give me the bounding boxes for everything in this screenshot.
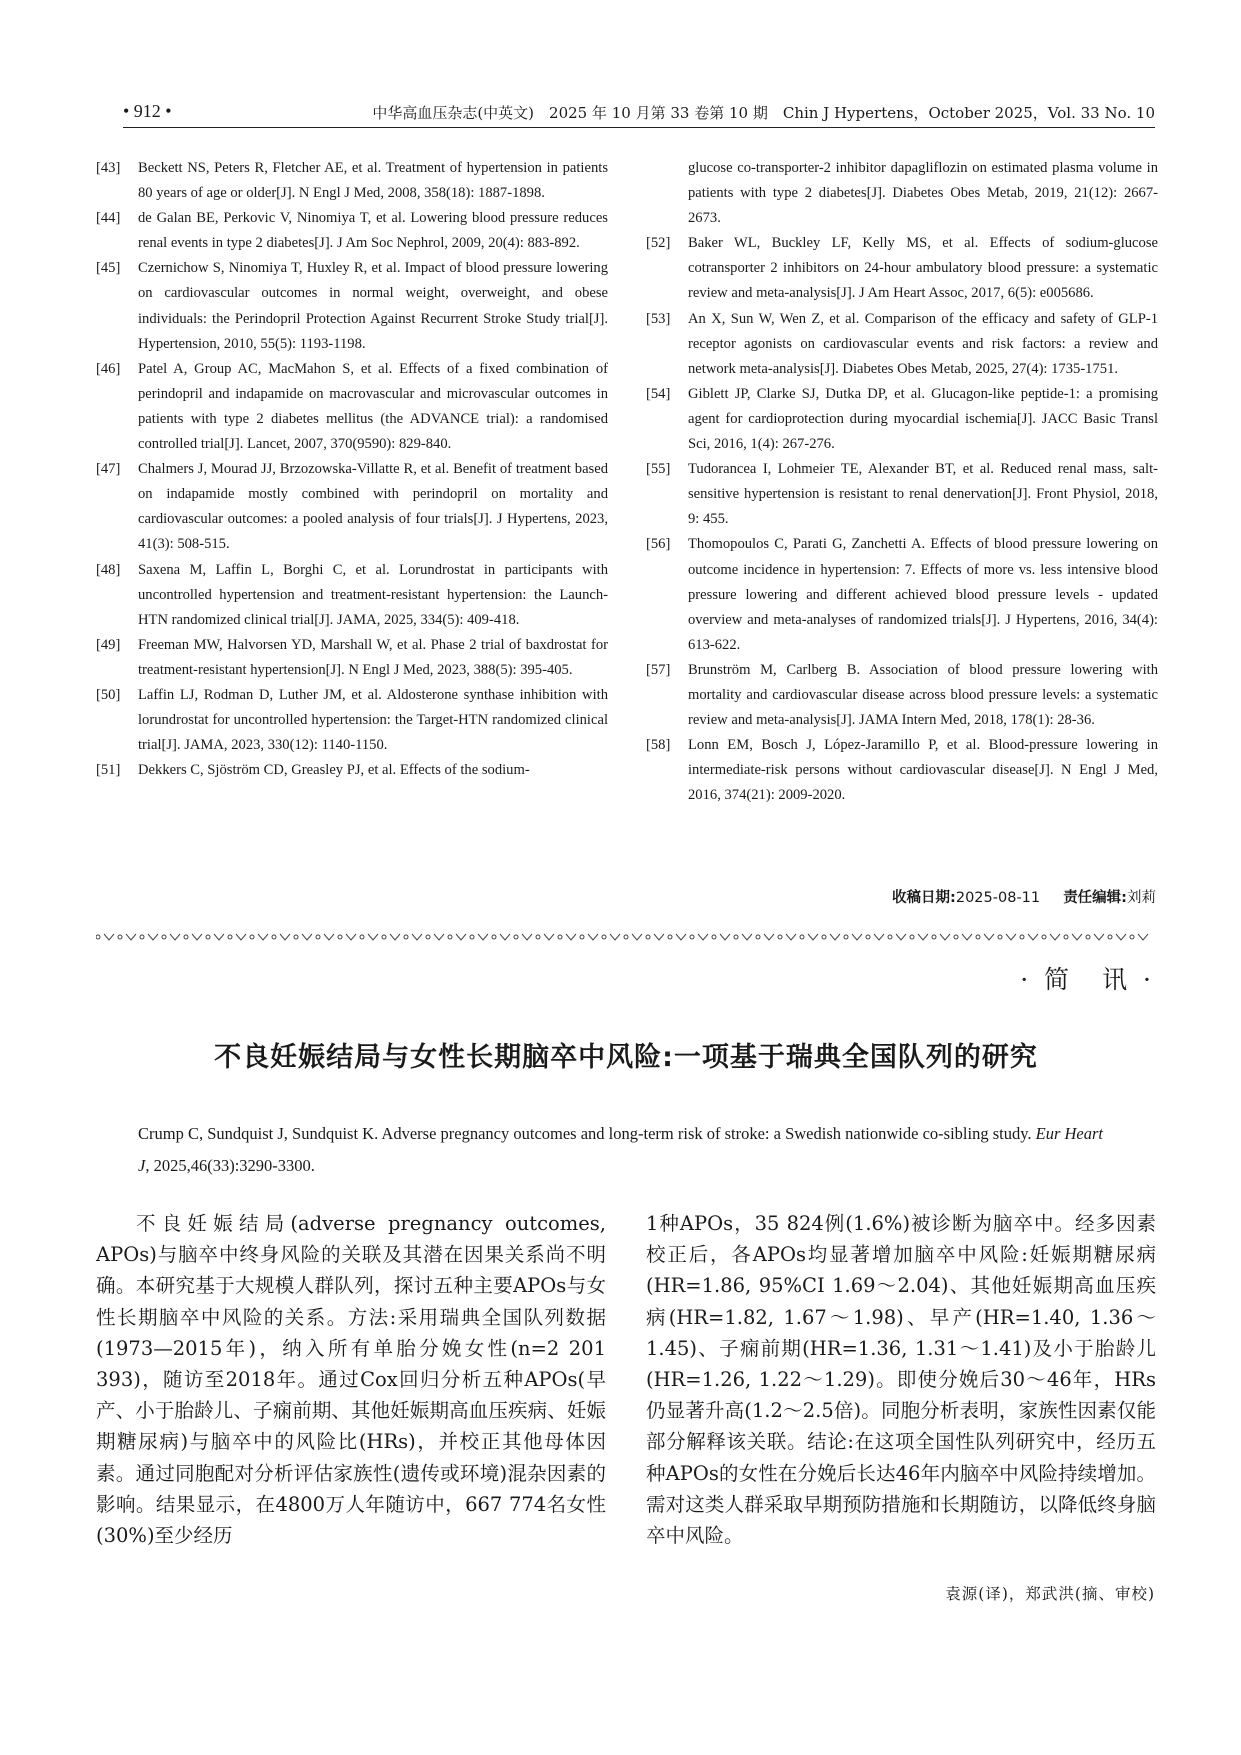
ornament-mark bbox=[610, 934, 620, 940]
ornament-dot bbox=[866, 935, 870, 939]
ornament-mark bbox=[588, 934, 598, 940]
ornament-dot bbox=[184, 935, 188, 939]
reference-item bbox=[646, 156, 1158, 231]
translator-credit: 袁源(译)，郑武洪(摘、审校) bbox=[945, 1585, 1155, 1603]
reference-item bbox=[646, 307, 1158, 382]
reference-text: Dekkers C, Sjöström CD, Greasley PJ, et al. Effects of the sodium- bbox=[138, 762, 530, 779]
ornament-mark bbox=[1006, 934, 1016, 940]
ornament-dot bbox=[1064, 935, 1068, 939]
ornament-dot bbox=[404, 935, 408, 939]
citation-journal: Eur Heart J bbox=[138, 1124, 1104, 1175]
ornament-dot bbox=[382, 935, 386, 939]
ornament-dot bbox=[756, 935, 760, 939]
ornament-mark bbox=[104, 934, 114, 940]
reference-item bbox=[96, 683, 608, 758]
reference-number: [46] bbox=[96, 360, 121, 377]
ornament-mark bbox=[368, 934, 378, 940]
ornament-mark bbox=[742, 934, 752, 940]
running-header bbox=[123, 101, 1155, 128]
body-column-left: 不良妊娠结局(adverse pregnancy outcomes, APOs)与脑卒中终身风险的关联及其潜在因果关系尚不明确。本研究基于大规模人群队列，探讨五种主要APOs与女性长期脑卒中风险的关系。方法:采用瑞典全国队列数据(1973—2015年)，纳入所有单胎分娩女性(n=2 201 393)，随访至2018年。通过Cox回归分析五种APOs(早产、小于胎龄儿、子痫前期、其他妊娠期高血压疾病、妊娠期糖尿病)与脑卒中的风险比(HRs)，并校正其他母体因素。通过同胞配对分析评估家族性(遗传或环境)混杂因素的影响。结果显示，在4800万人年随访中，667 774名女性(30%)至少经历 bbox=[96, 1212, 606, 1548]
reference-text: Czernichow S, Ninomiya T, Huxley R, et al. Impact of blood pressure lowering on cardiovascular outcomes in normal weight, overweight, and obese individuals: the Perindopril Protection Against Recurrent Stroke Study trial[J]. Hypertension, 2010, 55(5): 1193-1198. bbox=[138, 260, 608, 352]
reference-number: [49] bbox=[96, 636, 121, 653]
ornament-mark bbox=[214, 934, 224, 940]
ornament-dot bbox=[602, 935, 606, 939]
ornament-dot bbox=[162, 935, 166, 939]
ornament-dot bbox=[668, 935, 672, 939]
reference-text: Chalmers J, Mourad JJ, Brzozowska-Villatte R, et al. Benefit of treatment based on indapamide mostly combined with perindopril on mortality and cardiovascular outcomes: a pooled analysis of four trials[J]. J Hypertens, 2023, 41(3): 508-515. bbox=[138, 461, 608, 553]
reference-number: [47] bbox=[96, 461, 121, 478]
citation-authors: Crump C, Sundquist J, Sundquist K. Adverse pregnancy outcomes and long-term risk of stroke: a Swedish nationwide co-sibling study. bbox=[138, 1124, 1032, 1143]
ornament-mark bbox=[126, 934, 136, 940]
ornament-dot bbox=[778, 935, 782, 939]
ornament-dot bbox=[1086, 935, 1090, 939]
reference-item bbox=[646, 231, 1158, 306]
reference-number: [54] bbox=[646, 385, 671, 402]
reference-item bbox=[96, 256, 608, 356]
ornament-dot bbox=[888, 935, 892, 939]
ornament-mark bbox=[1072, 934, 1082, 940]
received-info bbox=[846, 886, 1156, 907]
ornament-dot bbox=[272, 935, 276, 939]
reference-text: An X, Sun W, Wen Z, et al. Comparison of the efficacy and safety of GLP-1 receptor agonists on cardiovascular events and risk factors: a review and network meta-analysis[J]. Diabetes Obes Metab, 2025, 27(4): 1735-1751. bbox=[688, 310, 1158, 377]
reference-number: [53] bbox=[646, 310, 671, 327]
ornament-dot bbox=[96, 935, 100, 939]
article-citation bbox=[138, 1118, 1118, 1182]
article-title: 不良妊娠结局与女性长期脑卒中风险:一项基于瑞典全国队列的研究 bbox=[214, 1042, 1038, 1073]
citation-details: , 2025,46(33):3290-3300. bbox=[145, 1156, 315, 1175]
reference-item bbox=[96, 357, 608, 457]
journal-info: 中华高血压杂志(中英文) 2025 年 10 月第 33 卷第 10 期 Chin J Hypertens，October 2025，Vol. 33 No. 10 bbox=[372, 104, 1155, 122]
ornament-mark bbox=[1116, 934, 1126, 940]
ornament-mark bbox=[1138, 934, 1148, 940]
reference-item bbox=[646, 658, 1158, 733]
reference-text: Brunström M, Carlberg B. Association of blood pressure lowering with mortality and cardiovascular disease across blood pressure levels: a systematic review and meta-analysis[J]. JAMA Intern Med, 2018, 178(1): 28-36. bbox=[688, 661, 1158, 729]
reference-number: [45] bbox=[96, 260, 121, 277]
reference-text: de Galan BE, Perkovic V, Ninomiya T, et al. Lowering blood pressure reduces renal events in type 2 diabetes[J]. J Am Soc Nephrol, 2009, 20(4): 883-892. bbox=[138, 210, 608, 252]
ornament-mark bbox=[192, 934, 202, 940]
reference-item bbox=[96, 206, 608, 256]
ornament-mark bbox=[764, 934, 774, 940]
ornament-mark bbox=[522, 934, 532, 940]
ornament-mark bbox=[412, 934, 422, 940]
ornament-dot bbox=[910, 935, 914, 939]
ornament-mark bbox=[962, 934, 972, 940]
ornament-dot bbox=[1130, 935, 1134, 939]
ornament-mark bbox=[676, 934, 686, 940]
ornament-dot bbox=[954, 935, 958, 939]
reference-item bbox=[96, 156, 608, 206]
reference-text: Giblett JP, Clarke SJ, Dutka DP, et al. Glucagon-like peptide-1: a promising agent for cardioprotection during myocardial ischemia[J]. JACC Basic Transl Sci, 2016, 1(4): 267-276. bbox=[688, 385, 1158, 453]
reference-number: [55] bbox=[646, 461, 671, 478]
ornament-dot bbox=[316, 935, 320, 939]
ornament-dot bbox=[536, 935, 540, 939]
reference-column-left bbox=[96, 156, 608, 783]
ornament-mark bbox=[544, 934, 554, 940]
ornament-mark bbox=[434, 934, 444, 940]
ornament-dot bbox=[338, 935, 342, 939]
ornament-mark bbox=[940, 934, 950, 940]
ornament-mark bbox=[170, 934, 180, 940]
reference-item bbox=[96, 558, 608, 633]
ornament-mark bbox=[786, 934, 796, 940]
ornament-dot bbox=[800, 935, 804, 939]
ornament-dot bbox=[844, 935, 848, 939]
ornament-dot bbox=[558, 935, 562, 939]
ornament-dot bbox=[118, 935, 122, 939]
ornament-mark bbox=[874, 934, 884, 940]
ornament-mark bbox=[566, 934, 576, 940]
reference-number: [50] bbox=[96, 686, 121, 703]
reference-number: [44] bbox=[96, 210, 121, 227]
ornament-dot bbox=[1108, 935, 1112, 939]
ornament-dot bbox=[294, 935, 298, 939]
reference-number: [43] bbox=[96, 160, 121, 176]
reference-text: Saxena M, Laffin L, Borghi C, et al. Lorundrostat in participants with uncontrolled hypertension and treatment-resistant hypertension: the Launch-HTN randomized clinical trial[J]. JAMA, 2025, 334(5): 409-418. bbox=[138, 561, 608, 628]
reference-item bbox=[646, 457, 1158, 532]
ornament-mark bbox=[500, 934, 510, 940]
reference-number: [52] bbox=[646, 235, 671, 252]
ornament-dot bbox=[492, 935, 496, 939]
ornament-dot bbox=[140, 935, 144, 939]
reference-text: Tudorancea I, Lohmeier TE, Alexander BT, et al. Reduced renal mass, salt-sensitive hypertension is resistant to renal denervation[J]. Front Physiol, 2018, 9: 455. bbox=[688, 461, 1158, 528]
reference-number: [48] bbox=[96, 561, 121, 578]
ornament-dot bbox=[514, 935, 518, 939]
ornament-mark bbox=[390, 934, 400, 940]
ornament-dot bbox=[1042, 935, 1046, 939]
reference-item bbox=[646, 382, 1158, 457]
ornament-dot bbox=[976, 935, 980, 939]
ornament-mark bbox=[852, 934, 862, 940]
reference-text: Laffin LJ, Rodman D, Luther JM, et al. Aldosterone synthase inhibition with lorundrostat for uncontrolled hypertension: the Target-HTN randomized clinical trial[J]. JAMA, 2023, 330(12): 1140-1150. bbox=[138, 686, 608, 754]
ornament-dot bbox=[228, 935, 232, 939]
received-label: 收稿日期: bbox=[892, 890, 956, 906]
reference-number: [57] bbox=[646, 661, 671, 678]
reference-number: [58] bbox=[646, 737, 671, 754]
ornament-dot bbox=[1020, 935, 1024, 939]
ornament-mark bbox=[280, 934, 290, 940]
ornament-mark bbox=[258, 934, 268, 940]
ornament-mark bbox=[698, 934, 708, 940]
ornament-dot bbox=[690, 935, 694, 939]
reference-text: Patel A, Group AC, MacMahon S, et al. Effects of a fixed combination of perindopril and indapamide on macrovascular and microvascular outcomes in patients with type 2 diabetes mellitus (the ADVANCE trial): a randomised controlled trial[J]. Lancet, 2007, 370(9590): 829-840. bbox=[138, 360, 608, 453]
reference-item bbox=[646, 532, 1158, 657]
ornament-mark bbox=[324, 934, 334, 940]
page-number: • 912 • bbox=[123, 101, 172, 121]
ornament-dot bbox=[470, 935, 474, 939]
received-date: 2025-08-11 bbox=[955, 890, 1041, 906]
ornament-mark bbox=[720, 934, 730, 940]
ornament-mark bbox=[236, 934, 246, 940]
section-label: · 简 讯 · bbox=[1020, 965, 1155, 994]
body-column-right: 1种APOs，35 824例(1.6%)被诊断为脑卒中。经多因素校正后，各APOs均显著增加脑卒中风险:妊娠期糖尿病(HR=1.86, 95%CI 1.69～2.04)、其他妊娠期高血压疾病(HR=1.82, 1.67～1.98)、早产(HR=1.40, 1.36～1.45)、子痫前期(HR=1.36, 1.31～1.41)及小于胎龄儿(HR=1.26, 1.22～1.29)。即使分娩后30～46年，HRs仍显著升高(1.2～2.5倍)。同胞分析表明，家族性因素仅能部分解释该关联。结论:在这项全国性队列研究中，经历五种APOs的女性在分娩后长达46年内脑卒中风险持续增加。需对这类人群采取早期预防措施和长期随访，以降低终身脑卒中风险。 bbox=[646, 1212, 1156, 1548]
reference-number: [51] bbox=[96, 762, 121, 779]
ornament-mark bbox=[984, 934, 994, 940]
reference-text: Baker WL, Buckley LF, Kelly MS, et al. Effects of sodium-glucose cotransporter 2 inhibitors on 24-hour ambulatory blood pressure: a systematic review and meta-analysis[J]. J Am Heart Assoc, 2017, 6(5): e005686. bbox=[688, 235, 1158, 302]
ornament-dot bbox=[734, 935, 738, 939]
reference-text: glucose co-transporter-2 inhibitor dapagliflozin on estimated plasma volume in patients with type 2 diabetes[J]. Diabetes Obes Metab, 2019, 21(12): 2667-2673. bbox=[688, 160, 1158, 227]
reference-text: Beckett NS, Peters R, Fletcher AE, et al. Treatment of hypertension in patients 80 years of age or older[J]. N Engl J Med, 2008, 358(18): 1887-1898. bbox=[138, 160, 608, 202]
ornament-mark bbox=[808, 934, 818, 940]
reference-text: Thomopoulos C, Parati G, Zanchetti A. Effects of blood pressure lowering on outcome incidence in hypertension: 7. Effects of more vs. less intensive blood pressure lowering and different achieved blood pressure levels - updated overview and meta-analyses of randomized trials[J]. J Hypertens, 2016, 34(4): 613-622. bbox=[688, 536, 1158, 653]
ornament-dot bbox=[360, 935, 364, 939]
ornament-mark bbox=[302, 934, 312, 940]
ornament-mark bbox=[654, 934, 664, 940]
reference-text: Freeman MW, Halvorsen YD, Marshall W, et al. Phase 2 trial of baxdrostat for treatment-resistant hypertension[J]. N Engl J Med, 2023, 388(5): 395-405. bbox=[138, 636, 608, 678]
ornament-divider bbox=[96, 932, 1156, 942]
ornament-mark bbox=[478, 934, 488, 940]
ornament-dot bbox=[448, 935, 452, 939]
reference-item bbox=[646, 733, 1158, 808]
ornament-dot bbox=[250, 935, 254, 939]
ornament-dot bbox=[646, 935, 650, 939]
reference-text: Lonn EM, Bosch J, López-Jaramillo P, et al. Blood-pressure lowering in intermediate-risk persons without cardiovascular disease[J]. N Engl J Med, 2016, 374(21): 2009-2020. bbox=[688, 737, 1158, 804]
ornament-mark bbox=[148, 934, 158, 940]
reference-item bbox=[96, 758, 608, 783]
ornament-mark bbox=[830, 934, 840, 940]
ornament-dot bbox=[712, 935, 716, 939]
reference-number: [56] bbox=[646, 536, 671, 553]
reference-item bbox=[96, 633, 608, 683]
ornament-mark bbox=[1094, 934, 1104, 940]
ornament-mark bbox=[1028, 934, 1038, 940]
ornament-mark bbox=[1050, 934, 1060, 940]
reference-column-right bbox=[646, 156, 1158, 808]
editor-name: 刘莉 bbox=[1127, 890, 1156, 906]
ornament-dot bbox=[932, 935, 936, 939]
ornament-dot bbox=[580, 935, 584, 939]
ornament-dot bbox=[998, 935, 1002, 939]
ornament-dot bbox=[624, 935, 628, 939]
editor-label: 责任编辑: bbox=[1063, 890, 1127, 906]
ornament-mark bbox=[896, 934, 906, 940]
ornament-mark bbox=[632, 934, 642, 940]
ornament-mark bbox=[918, 934, 928, 940]
reference-item bbox=[96, 457, 608, 557]
ornament-dot bbox=[426, 935, 430, 939]
ornament-dot bbox=[822, 935, 826, 939]
ornament-dot bbox=[206, 935, 210, 939]
ornament-mark bbox=[456, 934, 466, 940]
ornament-mark bbox=[346, 934, 356, 940]
